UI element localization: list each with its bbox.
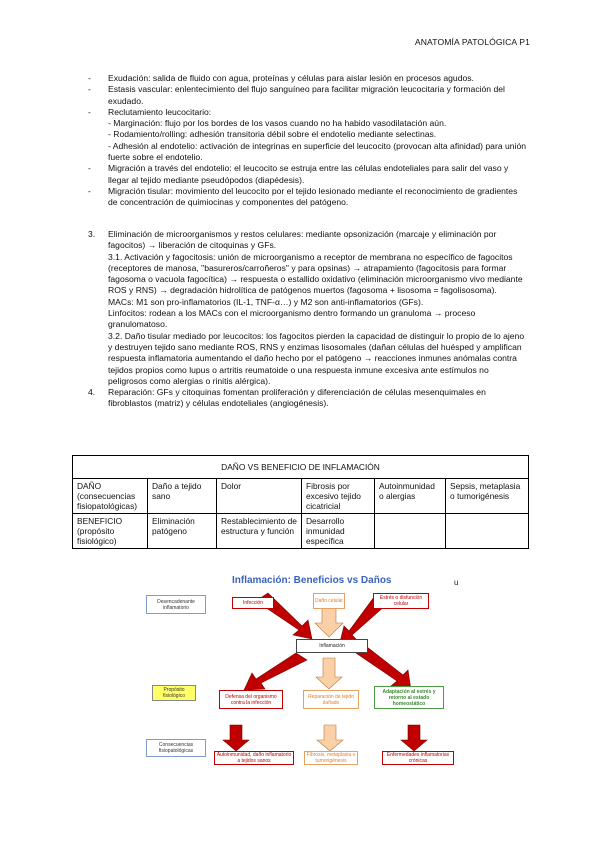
- figure-title: Inflamación: Beneficios vs Daños: [232, 575, 392, 586]
- list-marker: -: [88, 84, 91, 95]
- box-enfermedades: Enfermedades inflamatorias crónicas: [382, 751, 454, 765]
- table-cell: Dolor: [217, 479, 302, 514]
- arrow-enfermedades: [401, 725, 427, 751]
- table-cell: BENEFICIO (propósito fisiológico): [73, 514, 148, 549]
- table-title: DAÑO VS BENEFICIO DE INFLAMACIÓN: [73, 456, 529, 479]
- box-estres: Estrés o disfunción celular: [373, 593, 429, 609]
- page-header-title: ANATOMÍA PATOLÓGICA P1: [414, 37, 530, 47]
- table-cell: Autoinmunidad o alergias: [375, 479, 446, 514]
- list-item: 3.2. Daño tisular mediado por leucocitos: los fagocitos pierden la capacidad de distinguir lo propio de lo ajeno y destruyen tejido sano mediante ROS, RNS y enzimas lisosomales (dañan células del huésped y amplifican respuesta inflamatoria aumentando el daño hecho por el patógeno → reacciones inmunes anómalas contra tejidos propios como lupus o artritis reumatoide o una respuesta inmune excesiva ante estímulos no peligrosos como alergias o rinitis alérgica).: [108, 330, 525, 386]
- list-marker: -: [88, 163, 91, 174]
- box-adaptacion: Adaptación al estrés y retorno al estado homeostático: [374, 686, 444, 709]
- table-cell: DAÑO (consecuencias fisiopatológicas): [73, 479, 148, 514]
- box-defensa: Defensa del organismo contra la infección: [219, 690, 283, 709]
- list-marker: -: [88, 185, 91, 196]
- list-marker: 3.: [88, 229, 96, 239]
- box-consecuencias: Consecuencias fisiopatológicas: [146, 739, 206, 757]
- table-cell: Restablecimiento de estructura y función: [217, 514, 302, 549]
- box-inflamacion: Inflamación: [296, 639, 368, 653]
- arrow-autoinmunidad: [223, 725, 249, 751]
- list-item: MACs: M1 son pro-inflamatorios (IL-1, TNF-α…) y M2 son anti-inflamatorios (GFs).: [108, 296, 424, 307]
- arrow-fibrosis: [317, 725, 343, 751]
- box-infeccion: Infección: [232, 597, 274, 609]
- arrow-defensa: [244, 653, 307, 690]
- table-cell: [446, 514, 529, 549]
- list-item: Linfocitos: rodean a los MACs con el microorganismo dentro formando un granuloma → proceso granulomatoso.: [108, 308, 476, 330]
- list-item: 3. Eliminación de microorganismos y restos celulares: mediante opsonización (marcaje y eliminación por fagocitos) → liberación de citoquinas y GFs.: [88, 229, 497, 251]
- list-item: 3.1. Activación y fagocitosis: unión de microorganismo a receptor de membrana no específico de fagocitos (receptores de manosa, "basureros/carroñeros" y para opsinas) → atrapamiento (fagocitosis para formar fagosoma o vacuola fagocítica) → respuesta o estallido oxidativo (eliminación microorganismo vivo mediante ROS y RNS) → degradación hidrolítica de patógenos muertos (fagosoma + lisosoma = fagolisosoma).: [108, 251, 523, 296]
- table-cell: Fibrosis por excesivo tejido cicatricial: [302, 479, 375, 514]
- box-fibrosis: Fibrosis, metaplasia o tumorigénesis: [304, 751, 358, 765]
- list-item: - Marginación: flujo por los bordes de los vasos cuando no ha habido vasodilatación aún.: [108, 118, 447, 129]
- list-item: - Exudación: salida de fluido con agua, proteínas y células para aislar lesión en procesos agudos.: [88, 73, 474, 83]
- table-cell: Eliminación patógeno: [148, 514, 217, 549]
- figure-side-mark: u: [454, 578, 459, 587]
- list-item: - Migración a través del endotelio: el leucocito se estruja entre las células endoteliales para salir del vaso y llegar al tejido mediante pseudópodos (diapédesis).: [88, 163, 509, 185]
- list-item: - Estasis vascular: enlentecimiento del flujo sanguíneo para facilitar migración leucocitaria y formación del exudado.: [88, 84, 505, 106]
- table-row: [73, 514, 529, 549]
- box-desencadenante: Desencadenante inflamatorio: [146, 595, 206, 614]
- list-item: - Reclutamiento leucocitario:: [88, 106, 212, 117]
- box-proposito: Propósito fisiológico: [152, 685, 196, 701]
- inflammation-diagram: [146, 573, 466, 763]
- list-marker: -: [88, 106, 91, 117]
- table-cell: Desarrollo inmunidad específica: [302, 514, 375, 549]
- box-dano-celular: Daño celular: [313, 593, 345, 609]
- numbered-list: [88, 229, 528, 410]
- list-item: - Rodamiento/rolling: adhesión transitoria débil sobre el endotelio mediante selectinas.: [108, 129, 437, 140]
- box-autoinmunidad: Autoinmunidad, daño inflamatorio a tejidos sanos: [214, 751, 294, 765]
- comparison-table: [72, 455, 529, 549]
- table-cell: [375, 514, 446, 549]
- list-item: 4. Reparación: GFs y citoquinas fomentan proliferación y diferenciación de células mesenquimales en fibroblastos (matriz) y células endoteliales (angiogénesis).: [88, 387, 486, 409]
- list-marker: 4.: [88, 387, 96, 398]
- bullet-list: [88, 73, 528, 209]
- arrow-adaptacion: [356, 647, 411, 690]
- table-row: [73, 479, 529, 514]
- list-item: - Migración tisular: movimiento del leucocito por el tejido lesionado mediante el reconocimiento de gradientes de concentración de quimiocinas y componentes del patógeno.: [88, 185, 518, 208]
- arrow-reparacion: [316, 658, 342, 689]
- table-cell: Sepsis, metaplasia o tumorigénesis: [446, 479, 529, 514]
- list-item: - Adhesión al endotelio: activación de integrinas en superficie del leucocito (provocan alta afinidad) para unión fuerte sobre el endotelio.: [108, 140, 527, 163]
- table-cell: Daño a tejido sano: [148, 479, 217, 514]
- box-reparacion: Reparación de tejido dañado: [303, 690, 359, 709]
- list-marker: -: [88, 73, 91, 83]
